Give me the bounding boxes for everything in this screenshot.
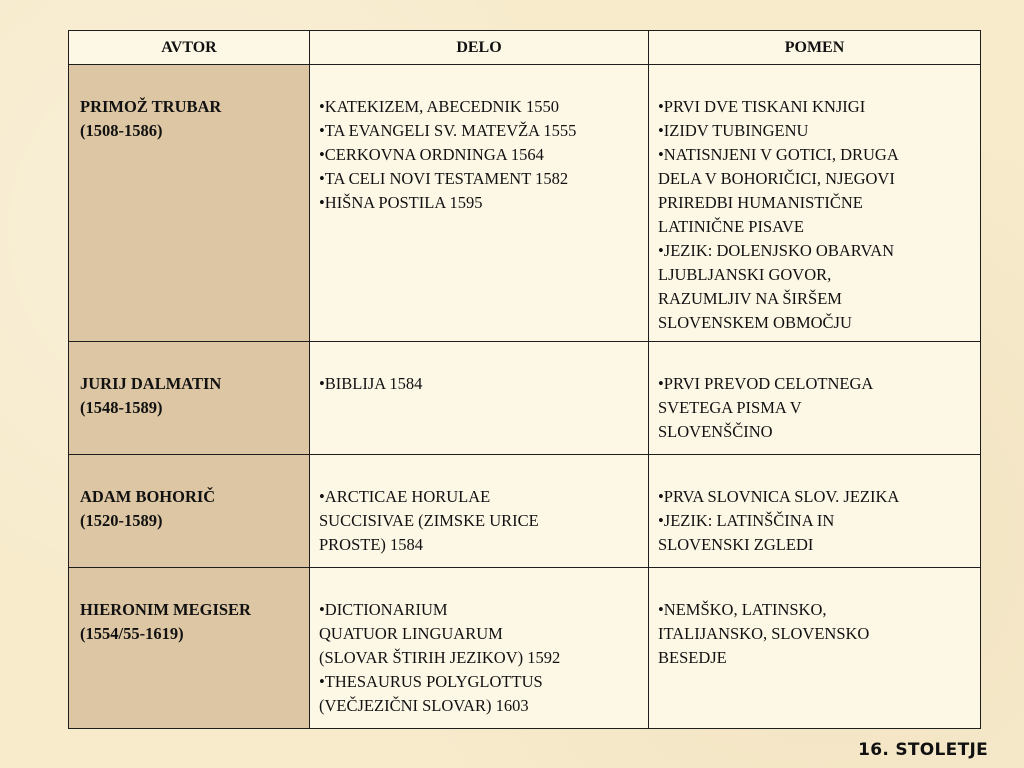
meaning-line: •JEZIK: DOLENJSKO OBARVAN (658, 241, 895, 260)
works-line: •THESAURUS POLYGLOTTUS (319, 672, 543, 691)
table-row (69, 568, 981, 729)
works-line: QUATUOR LINGUARUM (319, 624, 503, 643)
works-line: (VEČJEZIČNI SLOVAR) 1603 (319, 696, 529, 715)
works-line: •ARCTICAE HORULAE (319, 487, 491, 506)
author-line: (1520-1589) (80, 511, 163, 530)
works-line: •BIBLIJA 1584 (319, 374, 423, 393)
meaning-cell (649, 342, 981, 455)
meaning-line: •PRVI PREVOD CELOTNEGA (658, 374, 874, 393)
works-line: •CERKOVNA ORDNINGA 1564 (319, 145, 544, 164)
author-line: HIERONIM MEGISER (80, 600, 251, 619)
author-line: PRIMOŽ TRUBAR (80, 97, 222, 116)
header-row (69, 31, 981, 65)
author-line: (1508-1586) (80, 121, 163, 140)
works-line: •TA EVANGELI SV. MATEVŽA 1555 (319, 121, 577, 140)
author-cell (69, 568, 310, 729)
header-works: DELO (310, 31, 649, 65)
author-cell (69, 342, 310, 455)
header-meaning: POMEN (649, 31, 981, 65)
works-line: •HIŠNA POSTILA 1595 (319, 193, 483, 212)
meaning-line: SLOVENSKI ZGLEDI (658, 535, 814, 554)
meaning-cell (649, 455, 981, 568)
meaning-line: LATINIČNE PISAVE (658, 217, 804, 236)
meaning-cell (649, 568, 981, 729)
meaning-line: •JEZIK: LATINŠČINA IN (658, 511, 835, 530)
meaning-line: SLOVENŠČINO (658, 422, 773, 441)
author-line: ADAM BOHORIČ (80, 487, 216, 506)
meaning-cell (649, 65, 981, 342)
meaning-line: SLOVENSKEM OBMOČJU (658, 313, 852, 332)
works-line: (SLOVAR ŠTIRIH JEZIKOV) 1592 (319, 648, 561, 667)
meaning-line: DELA V BOHORIČICI, NJEGOVI (658, 169, 895, 188)
works-line: •TA CELI NOVI TESTAMENT 1582 (319, 169, 569, 188)
meaning-line: •PRVI DVE TISKANI KNJIGI (658, 97, 866, 116)
meaning-line: •IZIDV TUBINGENU (658, 121, 809, 140)
table-row (69, 342, 981, 455)
works-line: •DICTIONARIUM (319, 600, 448, 619)
author-cell (69, 65, 310, 342)
works-line: PROSTE) 1584 (319, 535, 424, 554)
header-author: AVTOR (69, 31, 310, 65)
meaning-line: LJUBLJANSKI GOVOR, (658, 265, 832, 284)
table-row (69, 65, 981, 342)
meaning-line: SVETEGA PISMA V (658, 398, 802, 417)
meaning-line: RAZUMLJIV NA ŠIRŠEM (658, 289, 842, 308)
works-cell (310, 568, 649, 729)
meaning-line: BESEDJE (658, 648, 727, 667)
works-line: •KATEKIZEM, ABECEDNIK 1550 (319, 97, 559, 116)
works-cell (310, 455, 649, 568)
table-row (69, 455, 981, 568)
meaning-line: •PRVA SLOVNICA SLOV. JEZIKA (658, 487, 900, 506)
author-cell (69, 455, 310, 568)
author-line: (1554/55-1619) (80, 624, 184, 643)
literature-table (68, 30, 981, 729)
meaning-line: •NATISNJENI V GOTICI, DRUGA (658, 145, 899, 164)
works-cell (310, 65, 649, 342)
slide-footer-title: 16. STOLETJE (858, 740, 988, 760)
meaning-line: •NEMŠKO, LATINSKO, (658, 600, 827, 619)
works-line: SUCCISIVAE (ZIMSKE URICE (319, 511, 539, 530)
author-line: (1548-1589) (80, 398, 163, 417)
meaning-line: PRIREDBI HUMANISTIČNE (658, 193, 863, 212)
author-line: JURIJ DALMATIN (80, 374, 222, 393)
meaning-line: ITALIJANSKO, SLOVENSKO (658, 624, 870, 643)
works-cell (310, 342, 649, 455)
